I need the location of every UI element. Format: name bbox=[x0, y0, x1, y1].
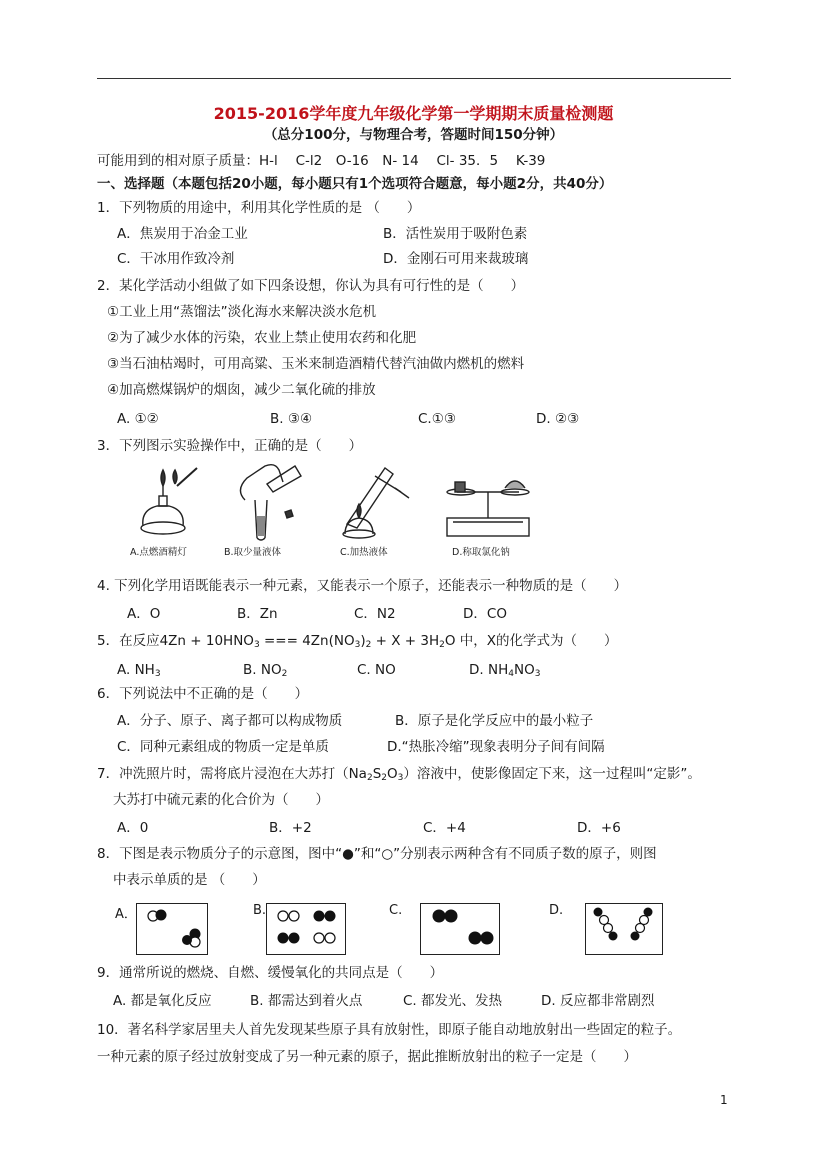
q9-option-a: A. 都是氧化反应 bbox=[113, 993, 212, 1009]
q10-stem-line1: 10．著名科学家居里夫人首先发现某些原子具有放射性，即原子能自动地放射出一些固定的粒子。 bbox=[97, 1022, 682, 1038]
q2-statement-3: ③当石油枯竭时，可用高粱、玉米来制造酒精代替汽油做内燃机的燃料 bbox=[107, 356, 525, 372]
q3-caption-c: C.加热液体 bbox=[340, 547, 388, 558]
q2-statement-2: ②为了减少水体的污染，农业上禁止使用农药和化肥 bbox=[107, 330, 417, 346]
q9-option-c: C. 都发光、发热 bbox=[403, 993, 503, 1009]
q6-option-c: C．同种元素组成的物质一定是单质 bbox=[117, 739, 329, 755]
q4-option-a: A．O bbox=[127, 606, 161, 622]
q3-stem: 3．下列图示实验操作中，正确的是（ ） bbox=[97, 438, 363, 454]
q4-option-b: B．Zn bbox=[237, 606, 278, 622]
q8-diagram-b bbox=[266, 903, 346, 955]
exam-subtitle: （总分100分，与物理合考，答题时间150分钟） bbox=[263, 127, 564, 143]
exam-title: 2015-2016学年度九年级化学第一学期期末质量检测题 bbox=[213, 104, 614, 123]
figure-balance-scale bbox=[443, 466, 533, 542]
q3-caption-d: D.称取氯化钠 bbox=[452, 547, 510, 558]
q8-label-b: B. bbox=[253, 903, 267, 918]
q10-stem-line2: 一种元素的原子经过放射变成了另一种元素的原子，据此推断放射出的粒子一定是（ ） bbox=[97, 1049, 637, 1065]
q6-stem: 6．下列说法中不正确的是（ ） bbox=[97, 686, 309, 702]
q2-stem: 2．某化学活动小组做了如下四条设想，你认为具有可行性的是（ ） bbox=[97, 278, 525, 294]
figure-heating-liquid bbox=[335, 458, 415, 542]
q7-stem-line1: 7．冲洗照片时，需将底片浸泡在大苏打$(Na_2S_2O_3)$溶液中，使影像固定下来，这一过程叫“定影”。 bbox=[97, 766, 701, 783]
q8-stem-line1: 8．下图是表示物质分子的示意图，图中“●”和“○”分别表示两种含有不同质子数的原子，则图 bbox=[97, 846, 657, 862]
q5-option-d: D. $NH_4NO_3$ bbox=[469, 662, 541, 679]
q2-option-c: C.①③ bbox=[418, 411, 456, 427]
q4-option-d: D．CO bbox=[463, 606, 507, 622]
figure-dropper-liquid bbox=[225, 460, 315, 542]
q6-option-a: A．分子、原子、离子都可以构成物质 bbox=[117, 713, 343, 729]
q9-stem: 9．通常所说的燃烧、自燃、缓慢氧化的共同点是（ ） bbox=[97, 965, 444, 981]
page-number: 1 bbox=[720, 1093, 728, 1107]
q5-option-b: B. $NO_2$ bbox=[243, 662, 288, 679]
q6-option-b: B．原子是化学反应中的最小粒子 bbox=[395, 713, 594, 729]
q2-option-b: B. ③④ bbox=[270, 411, 313, 427]
q9-option-d: D. 反应都非常剧烈 bbox=[541, 993, 655, 1009]
q2-option-d: D. ②③ bbox=[536, 411, 580, 427]
q1-option-c: C．干冰用作致冷剂 bbox=[117, 251, 235, 267]
q7-option-d: D．+6 bbox=[577, 820, 621, 836]
q8-label-c: C. bbox=[389, 903, 403, 918]
q7-option-c: C．+4 bbox=[423, 820, 466, 836]
q1-option-a: A．焦炭用于冶金工业 bbox=[117, 226, 248, 242]
q8-label-a: A． bbox=[115, 907, 137, 922]
q7-stem-line2: 大苏打中硫元素的化合价为（ ） bbox=[113, 792, 329, 808]
figure-lighting-alcohol-lamp bbox=[127, 462, 207, 542]
q4-option-c: C．N2 bbox=[354, 606, 396, 622]
q8-diagram-c bbox=[420, 903, 500, 955]
q2-statement-4: ④加高燃煤锅炉的烟囱，减少二氧化硫的排放 bbox=[107, 382, 376, 398]
q5-option-a: A. $NH_3$ bbox=[117, 662, 161, 679]
q8-stem-line2: 中表示单质的是 （ ） bbox=[113, 872, 266, 888]
q1-stem: 1．下列物质的用途中，利用其化学性质的是 （ ） bbox=[97, 200, 421, 216]
q5-stem: 5．在反应$4Zn + 10HNO_3$ === $4Zn(NO_3)_2 + X + 3H_2O$ 中，X的化学式为（ ） bbox=[97, 633, 618, 650]
q1-option-d: D．金刚石可用来裁玻璃 bbox=[383, 251, 529, 267]
q7-option-b: B．+2 bbox=[269, 820, 312, 836]
q5-option-c: C. NO bbox=[357, 662, 396, 678]
q2-option-a: A. ①② bbox=[117, 411, 159, 427]
q3-caption-b: B.取少量液体 bbox=[224, 547, 282, 558]
q1-option-b: B．活性炭用于吸附色素 bbox=[383, 226, 528, 242]
header-rule bbox=[97, 78, 731, 79]
q2-statement-1: ①工业上用“蒸馏法”淡化海水来解决淡水危机 bbox=[107, 304, 377, 320]
atomic-masses: 可能用到的相对原子质量：H-l C-l2 O-16 N- 14 Cl- 35．5 K-39 bbox=[97, 153, 546, 169]
q3-caption-a: A.点燃酒精灯 bbox=[130, 547, 187, 558]
q7-option-a: A．0 bbox=[117, 820, 149, 836]
q6-option-d: D.“热胀冷缩”现象表明分子间有间隔 bbox=[387, 739, 605, 755]
q4-stem: 4. 下列化学用语既能表示一种元素，又能表示一个原子，还能表示一种物质的是（ ） bbox=[97, 578, 628, 594]
section-heading: 一、选择题（本题包括20小题，每小题只有1个选项符合题意，每小题2分，共40分） bbox=[97, 176, 613, 192]
q9-option-b: B. 都需达到着火点 bbox=[250, 993, 363, 1009]
q8-label-d: D. bbox=[549, 903, 564, 918]
q8-diagram-d bbox=[585, 903, 663, 955]
q8-diagram-a bbox=[136, 903, 208, 955]
